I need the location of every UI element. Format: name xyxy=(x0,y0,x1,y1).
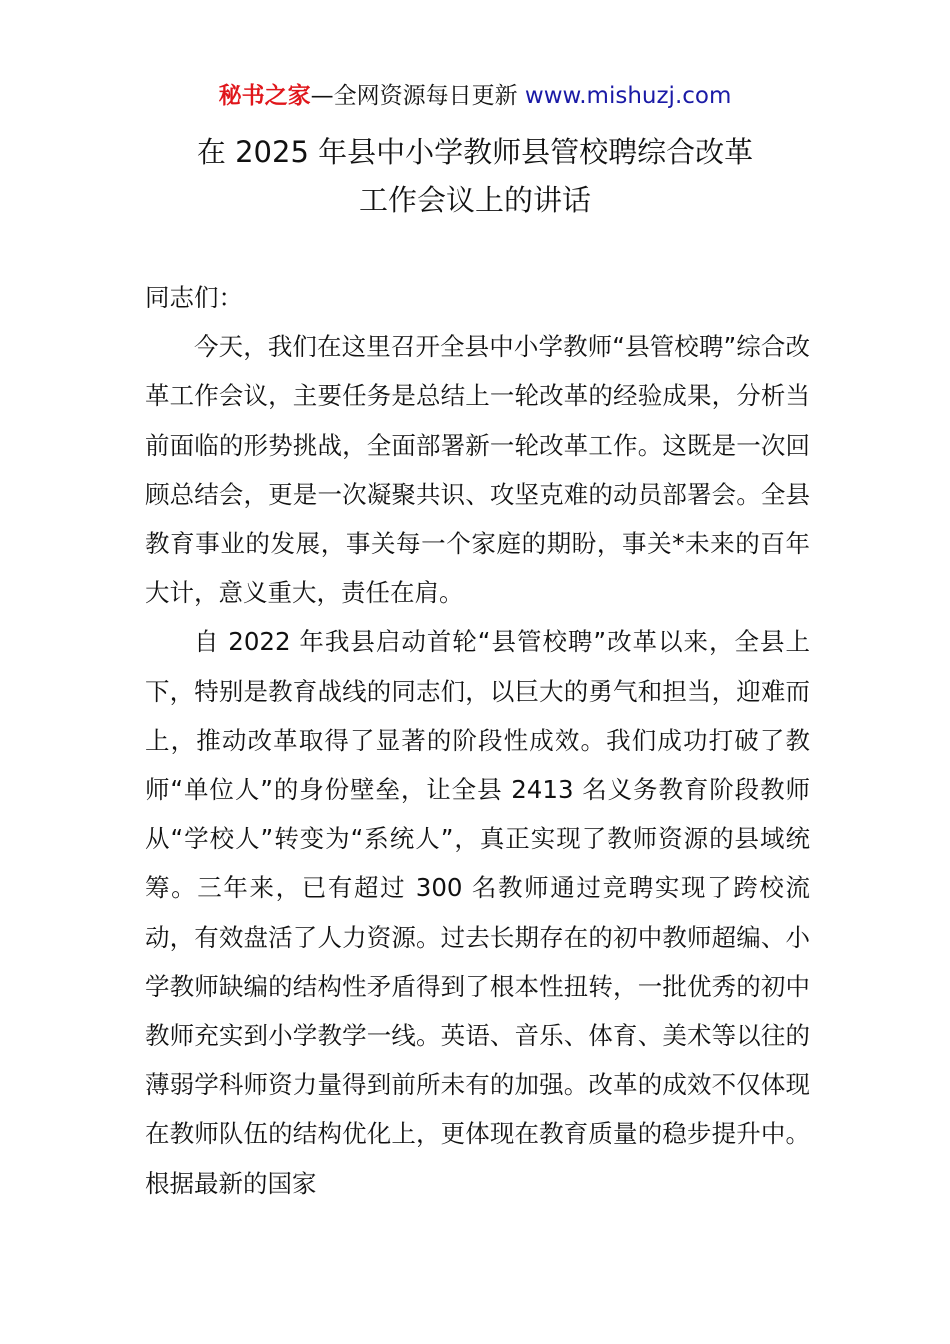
salutation: 同志们： xyxy=(145,283,243,312)
title-line-1: 在 2025 年县中小学教师县管校聘综合改革 xyxy=(196,135,754,169)
header-tagline: —全网资源每日更新 xyxy=(310,83,525,109)
paragraph: 今天，我们在这里召开全县中小学教师“县管校聘”综合改革工作会议，主要任务是总结上一轮改革的经验成果，分析当前面临的形势挑战，全面部署新一轮改革工作。这既是一次回顾总结会，更是一次凝聚共识、攻坚克难的动员部署会。全县教育事业的发展，事关每一个家庭的期盼，事关*未来的百年大计，意义重大，责任在肩。 xyxy=(145,332,810,608)
site-header xyxy=(0,80,950,112)
brand-name: 秘书之家 xyxy=(218,83,311,109)
document-body xyxy=(145,273,810,1208)
document-title xyxy=(0,128,950,224)
site-url-link[interactable]: www.mishuzj.com xyxy=(524,83,732,109)
title-line-2: 工作会议上的讲话 xyxy=(358,183,591,217)
paragraph: 自 2022 年我县启动首轮“县管校聘”改革以来，全县上下，特别是教育战线的同志们，以巨大的勇气和担当，迎难而上，推动改革取得了显著的阶段性成效。我们成功打破了教师“单位人”的身份壁垒，让全县 2413 名义务教育阶段教师从“学校人”转变为“系统人”，真正实现了教师资源的县域统筹。三年来，已有超过 300 名教师通过竞聘实现了跨校流动，有效盘活了人力资源。过去长期存在的初中教师超编、小学教师缺编的结构性矛盾得到了根本性扭转，一批优秀的初中教师充实到小学教学一线。英语、音乐、体育、美术等以往的薄弱学科师资力量得到前所未有的加强。改革的成效不仅体现在教师队伍的结构优化上，更体现在教育质量的稳步提升中。根据最新的国家 xyxy=(145,627,810,1198)
